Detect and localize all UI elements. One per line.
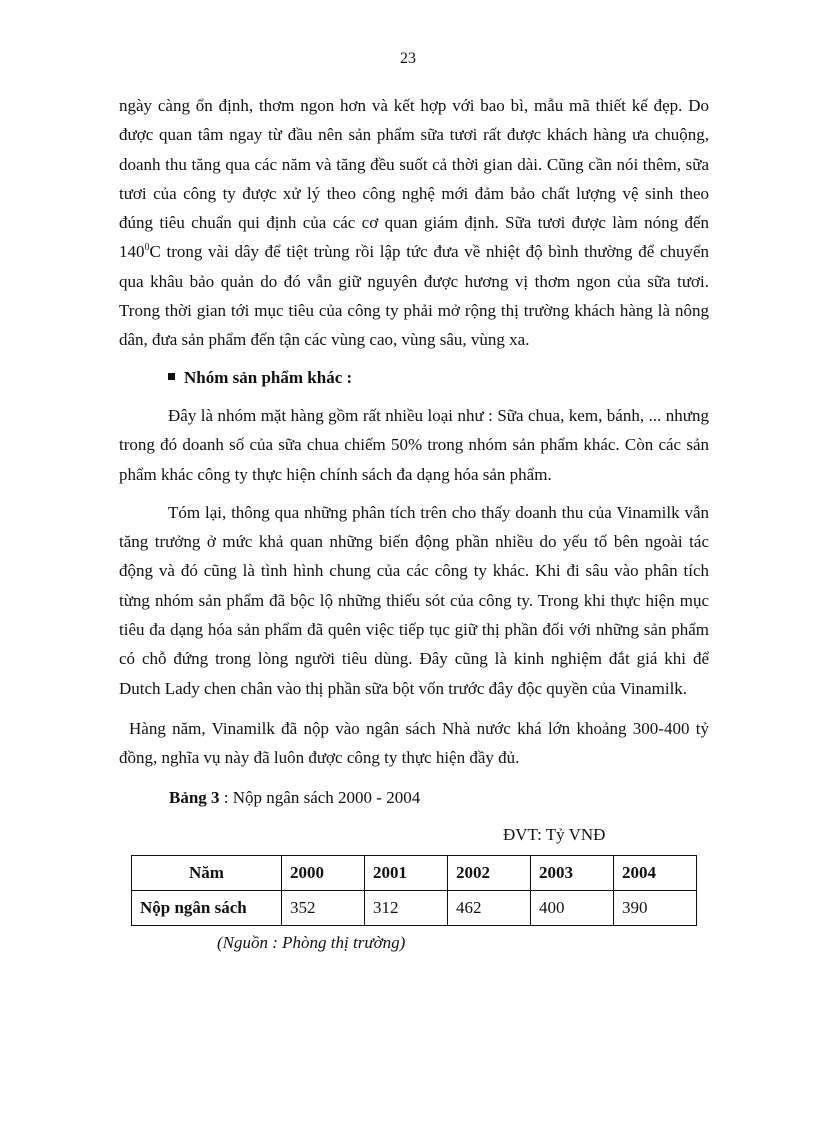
table-row [132, 891, 697, 926]
year-cell: 2002 [448, 856, 531, 891]
value-cell: 352 [282, 891, 365, 926]
table-caption-label: Bảng 3 [169, 787, 220, 807]
header-label-cell: Năm [132, 856, 282, 891]
value-cell: 462 [448, 891, 531, 926]
paragraph-summary: Tóm lại, thông qua những phân tích trên cho thấy doanh thu của Vinamilk vẫn tăng trưởng ở mức khả quan những biến động phần nhiều do yếu tố bên ngoài tác động và đó cũng là tình hình chung của các công ty khác. Khi đi sâu vào phân tích từng nhóm sản phẩm đã bộc lộ những thiếu sót của công ty. Trong khi thực hiện mục tiêu đa dạng hóa sản phẩm đã quên việc tiếp tục giữ thị phần đối với những sản phẩm có chỗ đứng trong lòng người tiêu dùng. Đây cũng là kinh nghiệm đắt giá khi để Dutch Lady chen chân vào thị phần sữa bột vốn trước đây độc quyền của Vinamilk. [119, 502, 709, 698]
paragraph-fresh-milk-text: ngày càng ổn định, thơm ngon hơn và kết hợp với bao bì, mẫu mã thiết kế đẹp. Do được quan tâm ngay từ đầu nên sản phẩm sữa tươi rất được khách hàng ưa chuộng, doanh thu tăng qua các năm và tăng đều suốt cả thời gian dài. Cũng cần nói thêm, sữa tươi của công ty được xử lý theo công nghệ mới đảm bảo chất lượng vệ sinh theo đúng tiêu chuẩn qui định của các cơ quan giám định. Sữa tươi được làm nóng đến 140 [119, 96, 709, 262]
table-unit: ĐVT: Tỷ VNĐ [503, 824, 606, 844]
year-cell: 2001 [365, 856, 448, 891]
value-cell: 390 [614, 891, 697, 926]
year-cell: 2000 [282, 856, 365, 891]
degree-superscript: 0 [144, 242, 150, 254]
year-cell: 2003 [531, 856, 614, 891]
paragraph-budget: Hàng năm, Vinamilk đã nộp vào ngân sách Nhà nước khá lớn khoảng 300-400 tỷ đồng, nghĩa vụ này đã luôn được công ty thực hiện đầy đủ. [119, 718, 709, 768]
section-heading-text: Nhóm sản phẩm khác : [184, 367, 353, 387]
value-cell: 312 [365, 891, 448, 926]
document-body [119, 91, 709, 849]
section-heading-other-products [119, 363, 709, 392]
year-cell: 2004 [614, 856, 697, 891]
table-header-row [132, 856, 697, 891]
table-source: (Nguồn : Phòng thị trường) [217, 933, 406, 952]
page-number: 23 [400, 50, 416, 67]
row-label-cell: Nộp ngân sách [132, 891, 282, 926]
paragraph-fresh-milk [119, 91, 709, 355]
table-caption [169, 783, 709, 812]
square-bullet-icon [168, 373, 175, 380]
budget-table [131, 855, 697, 926]
table-caption-text: : Nộp ngân sách 2000 - 2004 [219, 787, 421, 807]
value-cell: 400 [531, 891, 614, 926]
paragraph-other-products: Đây là nhóm mặt hàng gồm rất nhiều loại như : Sữa chua, kem, bánh, ... nhưng trong đó doanh số của sữa chua chiếm 50% trong nhóm sản phẩm khác. Còn các sản phẩm khác công ty thực hiện chính sách đa dạng hóa sản phẩm. [119, 405, 709, 484]
paragraph-fresh-milk-tail: C trong vài dây để tiệt trùng rồi lập tức đưa về nhiệt độ bình thường để chuyển qua khâu bảo quản do đó vẫn giữ nguyên được hương vị thơm ngon của sữa tươi. Trong thời gian tới mục tiêu của công ty phải mở rộng thị trường khách hàng là nông dân, đưa sản phẩm đến tận các vùng cao, vùng sâu, vùng xa. [119, 242, 709, 350]
